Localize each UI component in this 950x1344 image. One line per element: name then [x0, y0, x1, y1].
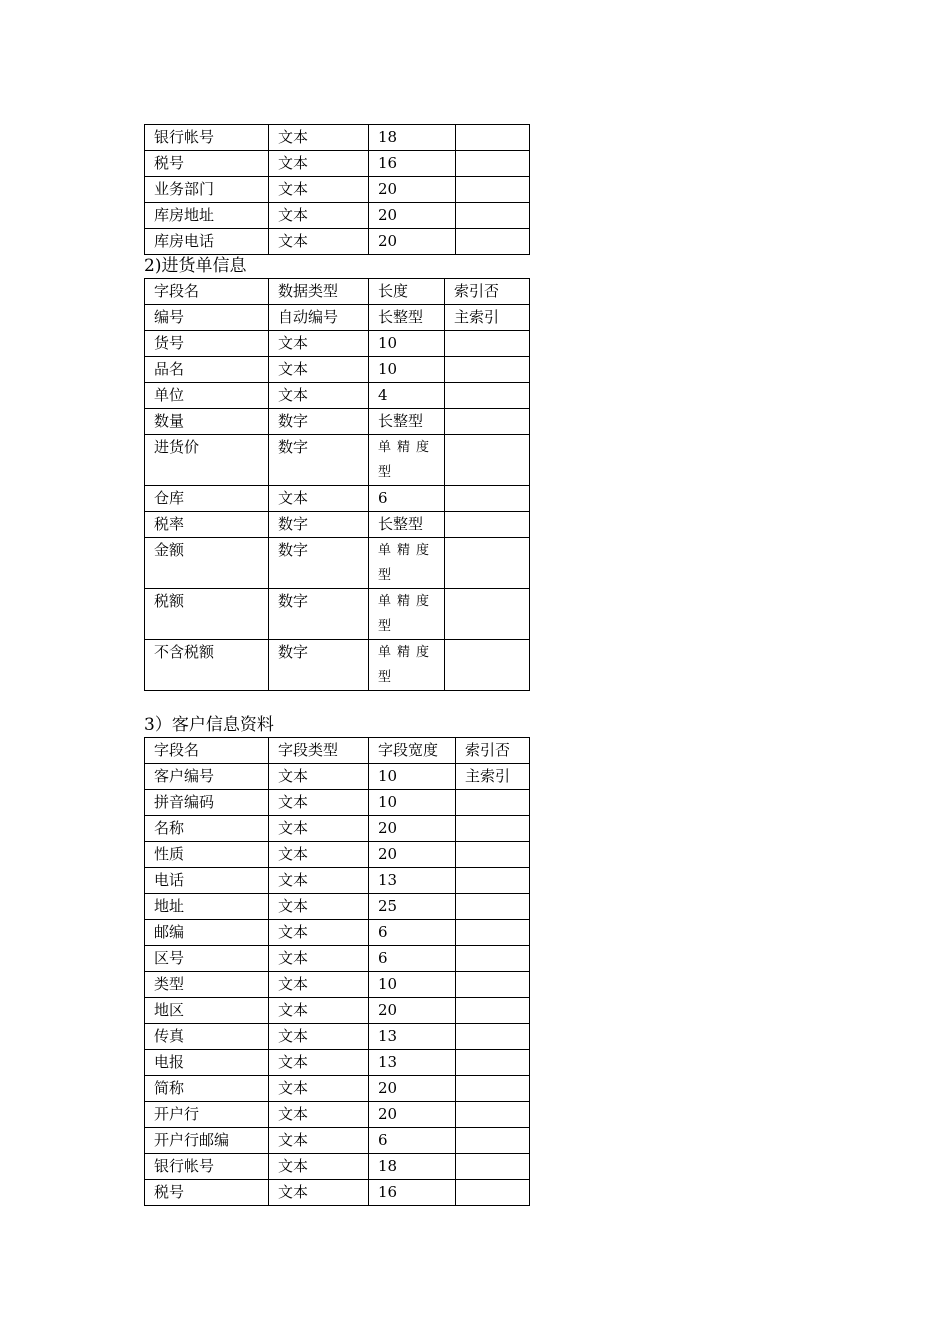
table-row	[145, 357, 530, 383]
purchase-order-heading: 2)进货单信息	[144, 256, 247, 276]
table-cell: 6	[369, 1128, 456, 1154]
table-cell: 拼音编码	[145, 790, 269, 816]
table-row	[145, 998, 530, 1024]
table-cell: 地址	[145, 894, 269, 920]
table-row	[145, 1154, 530, 1180]
table-cell: 数字	[269, 435, 369, 486]
table-cell	[445, 589, 530, 640]
table-cell: 税率	[145, 512, 269, 538]
table-row	[145, 764, 530, 790]
table-cell	[456, 1024, 530, 1050]
table-cell: 文本	[269, 1180, 369, 1206]
table-cell: 索引否	[456, 738, 530, 764]
table-cell: 4	[369, 383, 445, 409]
table-cell	[445, 486, 530, 512]
table-cell	[456, 1102, 530, 1128]
table-row	[145, 868, 530, 894]
table-cell: 文本	[269, 383, 369, 409]
table-cell: 数字	[269, 640, 369, 691]
table-cell: 货号	[145, 331, 269, 357]
table-row	[145, 640, 530, 691]
table-cell: 文本	[269, 790, 369, 816]
table-row	[145, 1050, 530, 1076]
table-cell: 单精度型	[369, 435, 445, 486]
table-cell	[456, 790, 530, 816]
table-row	[145, 125, 530, 151]
table-cell: 16	[369, 1180, 456, 1206]
table-row	[145, 486, 530, 512]
table-cell: 20	[369, 998, 456, 1024]
table-cell: 文本	[269, 151, 369, 177]
table-cell: 文本	[269, 972, 369, 998]
table-row	[145, 435, 530, 486]
table-cell: 文本	[269, 998, 369, 1024]
table-cell: 20	[369, 177, 456, 203]
table-cell: 20	[369, 1076, 456, 1102]
table-cell: 文本	[269, 764, 369, 790]
table-cell	[445, 538, 530, 589]
table-row	[145, 203, 530, 229]
table-row	[145, 920, 530, 946]
table-cell: 文本	[269, 357, 369, 383]
table-header-row	[145, 279, 530, 305]
table-cell: 客户编号	[145, 764, 269, 790]
table-cell: 不含税额	[145, 640, 269, 691]
table-cell: 20	[369, 816, 456, 842]
table-cell: 银行帐号	[145, 1154, 269, 1180]
table-row	[145, 177, 530, 203]
table-cell: 数字	[269, 538, 369, 589]
table-cell: 10	[369, 764, 456, 790]
table-cell: 业务部门	[145, 177, 269, 203]
table-cell: 数量	[145, 409, 269, 435]
table-cell	[445, 357, 530, 383]
table-cell: 13	[369, 1050, 456, 1076]
table-cell: 长整型	[369, 512, 445, 538]
table-cell: 单精度型	[369, 589, 445, 640]
table-cell: 20	[369, 842, 456, 868]
table-cell: 字段宽度	[369, 738, 456, 764]
table-cell: 文本	[269, 486, 369, 512]
table-row	[145, 409, 530, 435]
table-cell: 13	[369, 868, 456, 894]
table-row	[145, 1102, 530, 1128]
table-cell: 单位	[145, 383, 269, 409]
table-row	[145, 946, 530, 972]
table-cell: 传真	[145, 1024, 269, 1050]
table-cell	[456, 177, 530, 203]
table-cell: 文本	[269, 1102, 369, 1128]
table-cell: 文本	[269, 229, 369, 255]
table-cell	[456, 1128, 530, 1154]
table-cell: 文本	[269, 1154, 369, 1180]
table-row	[145, 151, 530, 177]
table-cell	[456, 203, 530, 229]
table-cell: 字段名	[145, 279, 269, 305]
table-cell: 20	[369, 203, 456, 229]
table-row	[145, 1180, 530, 1206]
table-cell	[445, 331, 530, 357]
table-header-row	[145, 738, 530, 764]
table-cell: 文本	[269, 1024, 369, 1050]
table-cell: 索引否	[445, 279, 530, 305]
table-cell: 金额	[145, 538, 269, 589]
table-cell: 文本	[269, 868, 369, 894]
table-cell: 开户行邮编	[145, 1128, 269, 1154]
table-cell: 类型	[145, 972, 269, 998]
table-row	[145, 229, 530, 255]
table-cell: 长整型	[369, 305, 445, 331]
table-cell: 文本	[269, 125, 369, 151]
table-cell: 数字	[269, 409, 369, 435]
table-cell: 18	[369, 125, 456, 151]
table-cell: 主索引	[445, 305, 530, 331]
table-cell: 6	[369, 946, 456, 972]
table-cell: 税额	[145, 589, 269, 640]
table-cell: 文本	[269, 894, 369, 920]
table-row	[145, 842, 530, 868]
table-row	[145, 305, 530, 331]
table-cell: 字段名	[145, 738, 269, 764]
customer-info-table	[144, 737, 530, 1206]
table-cell: 10	[369, 972, 456, 998]
table-cell	[456, 972, 530, 998]
table-cell: 文本	[269, 331, 369, 357]
table-cell: 名称	[145, 816, 269, 842]
table-cell: 编号	[145, 305, 269, 331]
table-row	[145, 790, 530, 816]
table-cell: 数据类型	[269, 279, 369, 305]
table-row	[145, 1076, 530, 1102]
table-cell	[445, 409, 530, 435]
table-cell	[456, 816, 530, 842]
table-cell: 13	[369, 1024, 456, 1050]
table-cell: 文本	[269, 816, 369, 842]
table-cell: 文本	[269, 1076, 369, 1102]
table-cell	[445, 435, 530, 486]
table-cell: 文本	[269, 842, 369, 868]
table-cell: 文本	[269, 203, 369, 229]
table-cell: 银行帐号	[145, 125, 269, 151]
table-cell: 主索引	[456, 764, 530, 790]
table-row	[145, 512, 530, 538]
table-cell: 电话	[145, 868, 269, 894]
bank-info-table	[144, 124, 530, 255]
table-cell: 数字	[269, 512, 369, 538]
table-cell: 文本	[269, 1128, 369, 1154]
table-cell	[456, 229, 530, 255]
table-cell	[456, 998, 530, 1024]
table-cell: 10	[369, 331, 445, 357]
table-cell: 10	[369, 790, 456, 816]
table-row	[145, 894, 530, 920]
table-cell	[445, 512, 530, 538]
table-cell: 单精度型	[369, 640, 445, 691]
table-cell	[456, 1050, 530, 1076]
table-cell: 长整型	[369, 409, 445, 435]
table-cell: 税号	[145, 151, 269, 177]
table-cell: 单精度型	[369, 538, 445, 589]
table-cell: 长度	[369, 279, 445, 305]
table-cell: 进货价	[145, 435, 269, 486]
table-cell: 区号	[145, 946, 269, 972]
table-cell: 字段类型	[269, 738, 369, 764]
table-cell: 文本	[269, 177, 369, 203]
table-cell	[456, 842, 530, 868]
table-cell: 库房电话	[145, 229, 269, 255]
table-cell	[456, 920, 530, 946]
table-cell: 文本	[269, 1050, 369, 1076]
table-cell: 20	[369, 1102, 456, 1128]
table-cell: 邮编	[145, 920, 269, 946]
table-cell	[456, 868, 530, 894]
table-row	[145, 1024, 530, 1050]
table-cell: 数字	[269, 589, 369, 640]
table-cell	[456, 1154, 530, 1180]
table-cell: 6	[369, 920, 456, 946]
table-cell	[445, 640, 530, 691]
table-cell: 16	[369, 151, 456, 177]
table-row	[145, 1128, 530, 1154]
table-cell	[456, 1180, 530, 1206]
table-cell: 文本	[269, 946, 369, 972]
purchase-order-table	[144, 278, 530, 691]
table-row	[145, 589, 530, 640]
table-cell: 自动编号	[269, 305, 369, 331]
table-cell: 文本	[269, 920, 369, 946]
table-cell: 20	[369, 229, 456, 255]
table-cell: 6	[369, 486, 445, 512]
table-cell	[445, 383, 530, 409]
table-cell: 品名	[145, 357, 269, 383]
customer-info-heading: 3）客户信息资料	[144, 715, 274, 735]
table-cell: 简称	[145, 1076, 269, 1102]
table-cell: 10	[369, 357, 445, 383]
table-cell: 开户行	[145, 1102, 269, 1128]
table-cell: 地区	[145, 998, 269, 1024]
table-cell: 性质	[145, 842, 269, 868]
table-cell: 库房地址	[145, 203, 269, 229]
table-cell	[456, 125, 530, 151]
table-cell: 电报	[145, 1050, 269, 1076]
table-cell: 25	[369, 894, 456, 920]
table-row	[145, 331, 530, 357]
table-row	[145, 538, 530, 589]
table-cell	[456, 946, 530, 972]
table-row	[145, 383, 530, 409]
table-cell	[456, 151, 530, 177]
table-cell	[456, 1076, 530, 1102]
table-cell: 仓库	[145, 486, 269, 512]
table-cell: 税号	[145, 1180, 269, 1206]
table-row	[145, 816, 530, 842]
table-cell	[456, 894, 530, 920]
table-row	[145, 972, 530, 998]
table-cell: 18	[369, 1154, 456, 1180]
